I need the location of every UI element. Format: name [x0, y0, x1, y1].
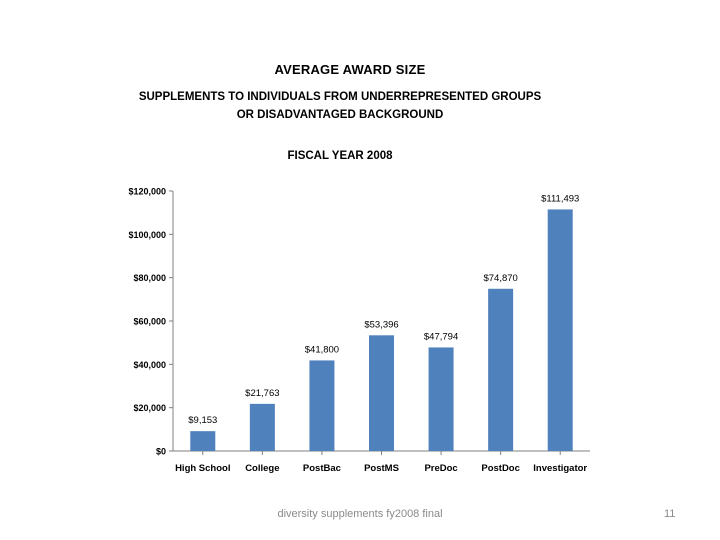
y-tick-label: $60,000	[133, 316, 166, 327]
category-label: PostMS	[364, 463, 399, 474]
bar	[369, 335, 394, 451]
data-label: $47,794	[423, 331, 459, 343]
y-tick-label: $40,000	[133, 359, 166, 370]
y-tick-label: $80,000	[133, 273, 166, 284]
category-label: High School	[175, 463, 231, 474]
bar	[548, 209, 573, 451]
category-label: College	[245, 463, 280, 474]
fiscal-year-label: FISCAL YEAR 2008	[287, 150, 393, 162]
category-label: PreDoc	[424, 463, 458, 474]
y-tick-label: $120,000	[128, 186, 166, 197]
data-label: $21,763	[245, 387, 280, 399]
data-label: $41,800	[304, 344, 340, 356]
data-label: $74,870	[483, 272, 518, 284]
bar	[309, 360, 334, 451]
bar	[190, 431, 215, 451]
slide-footer: diversity supplements fy2008 final	[277, 508, 443, 520]
chart-title: AVERAGE AWARD SIZE	[274, 62, 426, 77]
category-label: Investigator	[533, 463, 588, 474]
y-tick-label: $100,000	[128, 229, 166, 240]
y-tick-label: $20,000	[133, 403, 166, 414]
y-tick-label: $0	[155, 446, 166, 457]
bar	[488, 289, 513, 451]
data-label: $9,153	[188, 415, 218, 427]
category-label: PostBac	[302, 463, 341, 474]
data-label: $53,396	[364, 319, 399, 331]
bar	[429, 347, 454, 451]
category-label: PostDoc	[481, 463, 520, 474]
page-number: 11	[664, 508, 676, 520]
chart-subtitle-line-1: SUPPLEMENTS TO INDIVIDUALS FROM UNDERREPRESENTED GROUPS	[138, 91, 542, 103]
data-label: $111,493	[541, 193, 580, 205]
chart-subtitle-line-2: OR DISADVANTAGED BACKGROUND	[236, 109, 444, 121]
bar	[250, 404, 275, 451]
